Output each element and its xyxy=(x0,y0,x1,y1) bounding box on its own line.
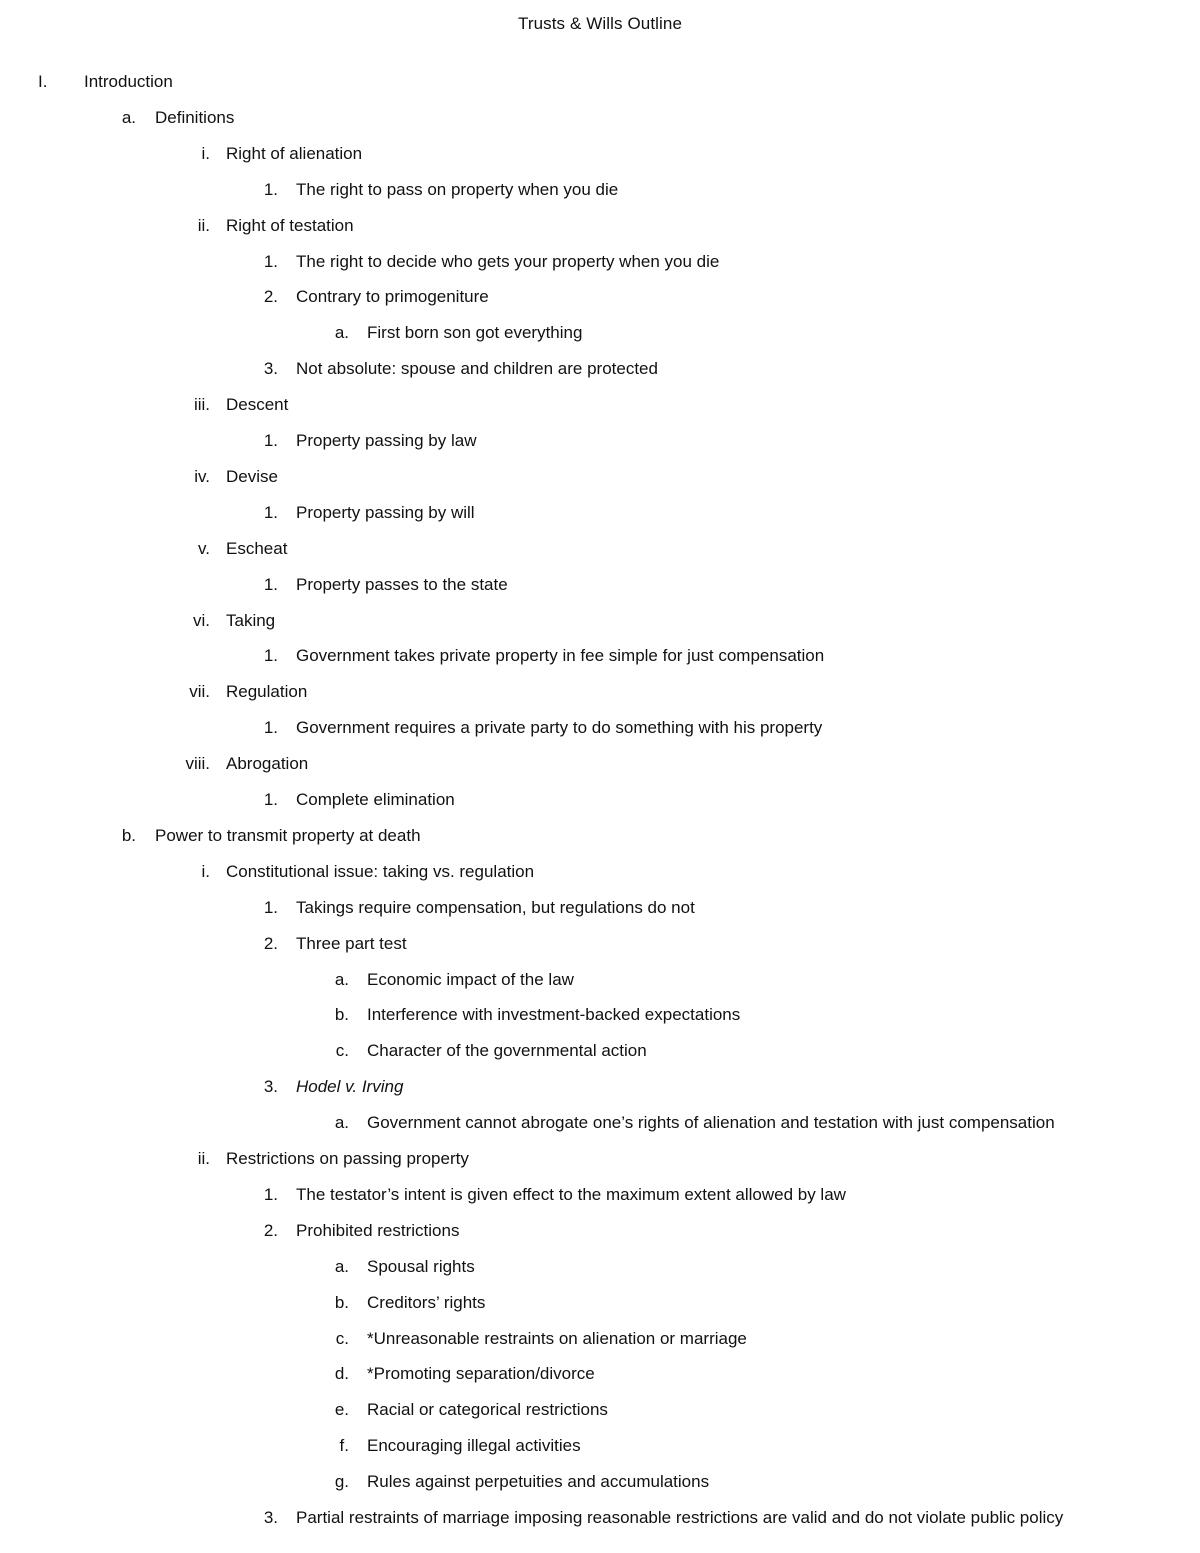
outline-item-marker: vii. xyxy=(189,682,210,701)
outline-item-marker: d. xyxy=(334,1364,349,1383)
outline-item-marker: iii. xyxy=(193,395,210,414)
outline-item-marker: 3. xyxy=(263,1077,278,1096)
outline-item-marker: b. xyxy=(121,826,136,845)
outline-item-text: Prohibited restrictions xyxy=(296,1221,460,1240)
outline-item-marker: c. xyxy=(335,1041,349,1060)
outline-item-text: Spousal rights xyxy=(367,1257,475,1276)
outline-item-text: Devise xyxy=(226,467,278,486)
outline-item-text: Right of testation xyxy=(226,216,354,235)
outline-item-text: Escheat xyxy=(226,539,288,558)
outline-item-text: Creditors’ rights xyxy=(367,1293,486,1312)
outline-item-text: Descent xyxy=(226,395,289,414)
outline-item-marker: f. xyxy=(339,1436,349,1455)
outline-item-marker: v. xyxy=(198,539,210,558)
outline-item-text: The testator’s intent is given effect to the maximum extent allowed by law xyxy=(296,1185,846,1204)
outline-item-text: Government takes private property in fee simple for just compensation xyxy=(296,646,825,665)
outline-item-marker: ii. xyxy=(197,1149,210,1168)
outline-item-marker: a. xyxy=(334,970,349,989)
outline-item-marker: b. xyxy=(334,1005,349,1024)
outline-item-marker: 3. xyxy=(263,1508,278,1527)
outline-item-text: First born son got everything xyxy=(367,323,583,342)
outline-item-marker: I. xyxy=(38,72,48,91)
outline-item-marker: 3. xyxy=(263,359,278,378)
outline-item-marker: a. xyxy=(334,1257,349,1276)
document-title: Trusts & Wills Outline xyxy=(517,14,683,33)
outline-item-text: Constitutional issue: taking vs. regulation xyxy=(226,862,535,881)
outline-item-marker: i. xyxy=(201,862,210,881)
outline-item-text: Abrogation xyxy=(226,754,309,773)
outline-item-marker: ii. xyxy=(197,216,210,235)
outline-item-text: *Unreasonable restraints on alienation or marriage xyxy=(367,1329,747,1348)
outline-item-text: Taking xyxy=(226,611,276,630)
outline-item-text: Power to transmit property at death xyxy=(155,826,421,845)
outline-item-marker: 1. xyxy=(263,575,278,594)
outline-item-text: *Promoting separation/divorce xyxy=(367,1364,595,1383)
outline-item-text: Character of the governmental action xyxy=(367,1041,647,1060)
outline-item-marker: a. xyxy=(334,323,349,342)
outline-item-marker: b. xyxy=(334,1293,349,1312)
outline-item-marker: i. xyxy=(201,144,210,163)
outline-item-text: Property passing by will xyxy=(296,503,475,522)
outline-item-text: Takings require compensation, but regulations do not xyxy=(296,898,695,917)
outline-item-marker: 2. xyxy=(263,934,278,953)
outline-item-text: Introduction xyxy=(84,72,173,91)
outline-item-text: Regulation xyxy=(226,682,308,701)
outline-item-marker: 1. xyxy=(263,180,278,199)
outline-item-text: Right of alienation xyxy=(226,144,363,163)
outline-item-text: The right to pass on property when you die xyxy=(296,180,619,199)
outline-item-marker: 1. xyxy=(263,252,278,271)
outline-item-marker: e. xyxy=(334,1400,349,1419)
outline-item-text: Property passing by law xyxy=(296,431,477,450)
outline-item-text: Government requires a private party to do something with his property xyxy=(296,718,823,737)
outline-item-marker: a. xyxy=(121,108,136,127)
outline-item-marker: 1. xyxy=(263,1185,278,1204)
outline-item-marker: g. xyxy=(334,1472,349,1491)
outline-item-text: Complete elimination xyxy=(296,790,455,809)
outline-item-marker: 1. xyxy=(263,790,278,809)
outline-item-text: Encouraging illegal activities xyxy=(367,1436,581,1455)
outline-item-marker: c. xyxy=(335,1329,349,1348)
outline-item-text: Economic impact of the law xyxy=(367,970,574,989)
outline-item-marker: 1. xyxy=(263,503,278,522)
outline-item-text: Hodel v. Irving xyxy=(296,1077,404,1096)
outline-item-text: Rules against perpetuities and accumulations xyxy=(367,1472,710,1491)
outline-item-text: Contrary to primogeniture xyxy=(296,287,489,306)
outline-item-text: Definitions xyxy=(155,108,235,127)
outline-item-marker: 1. xyxy=(263,431,278,450)
outline-item-marker: 1. xyxy=(263,718,278,737)
outline-item-marker: iv. xyxy=(194,467,210,486)
outline-item-text: Three part test xyxy=(296,934,407,953)
outline-item-marker: a. xyxy=(334,1113,349,1132)
outline-item-text: Interference with investment-backed expectations xyxy=(367,1005,741,1024)
outline-item-marker: 2. xyxy=(263,1221,278,1240)
outline-item-marker: vi. xyxy=(193,611,210,630)
outline-item-marker: viii. xyxy=(185,754,210,773)
outline-item-marker: 1. xyxy=(263,898,278,917)
outline-item-marker: 1. xyxy=(263,646,278,665)
outline-item-text: Property passes to the state xyxy=(296,575,508,594)
outline-item-marker: 2. xyxy=(263,287,278,306)
outline-item-text: Government cannot abrogate one’s rights of alienation and testation with just compensation xyxy=(367,1113,1055,1132)
outline-item-text: Racial or categorical restrictions xyxy=(367,1400,608,1419)
outline-item-text: Not absolute: spouse and children are protected xyxy=(296,359,658,378)
outline-item-text: The right to decide who gets your property when you die xyxy=(296,252,720,271)
outline-item-text: Partial restraints of marriage imposing reasonable restrictions are valid and do not violate public policy xyxy=(296,1508,1064,1527)
outline-item-text: Restrictions on passing property xyxy=(226,1149,469,1168)
